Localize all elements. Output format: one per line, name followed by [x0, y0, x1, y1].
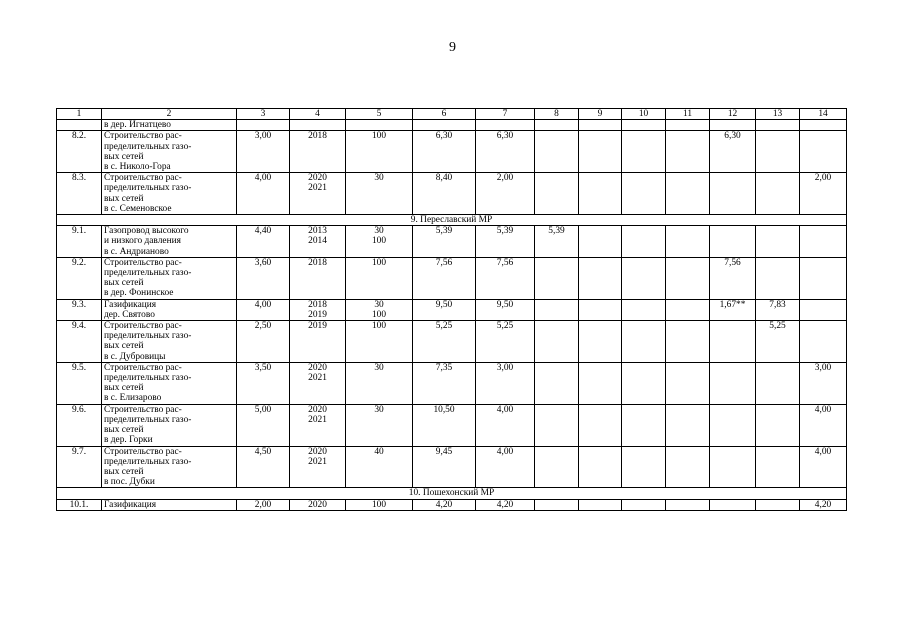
cell-13: [756, 131, 800, 173]
cell-year: 2013 2014: [290, 226, 346, 258]
header-cell: 6: [413, 109, 476, 120]
cell-remaining: 4,00: [476, 404, 535, 446]
cell-11: [666, 404, 710, 446]
cell-remaining: 4,20: [476, 499, 535, 510]
table-cell: [579, 120, 622, 131]
object-name: Газопровод высокого и низкого давления в с. Андрианово: [102, 226, 237, 258]
object-code: 9.7.: [57, 446, 102, 488]
table-row: [57, 299, 847, 320]
section-row: [57, 215, 847, 226]
cell-13: [756, 446, 800, 488]
cell-13: [756, 257, 800, 299]
cell-13: 7,83: [756, 299, 800, 320]
table-row: [57, 446, 847, 488]
table-row: [57, 131, 847, 173]
cell-11: [666, 499, 710, 510]
cell-8: [535, 404, 579, 446]
header-cell: 3: [237, 109, 290, 120]
cell-3: 2,50: [237, 321, 290, 363]
cell-cost: 4,20: [413, 499, 476, 510]
table-cell: [476, 120, 535, 131]
cell-3: 4,40: [237, 226, 290, 258]
cell-14: 4,20: [800, 499, 847, 510]
cell-year: 2020: [290, 499, 346, 510]
table-cell: [346, 120, 413, 131]
cell-readiness: 30: [346, 362, 413, 404]
object-code: 8.3.: [57, 173, 102, 215]
cell-13: [756, 499, 800, 510]
header-row: [57, 109, 847, 120]
cell-remaining: 3,00: [476, 362, 535, 404]
cell-3: 3,00: [237, 131, 290, 173]
cell-readiness: 100: [346, 257, 413, 299]
cell-year: 2020 2021: [290, 362, 346, 404]
object-name: Газификация дер. Святово: [102, 299, 237, 320]
table-row: [57, 321, 847, 363]
cell-14: [800, 131, 847, 173]
cell-8: [535, 257, 579, 299]
cell-13: [756, 362, 800, 404]
object-code: 9.4.: [57, 321, 102, 363]
cell-3: 2,00: [237, 499, 290, 510]
cell-cost: 9,45: [413, 446, 476, 488]
header-cell: 4: [290, 109, 346, 120]
cell-9: [579, 257, 622, 299]
header-cell: 13: [756, 109, 800, 120]
cell-12: [710, 446, 756, 488]
object-code: 9.2.: [57, 257, 102, 299]
cell-readiness: 30: [346, 404, 413, 446]
cell-9: [579, 173, 622, 215]
cell-readiness: 100: [346, 499, 413, 510]
cell-9: [579, 362, 622, 404]
header-cell: 10: [622, 109, 666, 120]
header-cell: 8: [535, 109, 579, 120]
table-cell: [756, 120, 800, 131]
object-name: Строительство рас- пределительных газо- вых сетей в с. Елизарово: [102, 362, 237, 404]
cell-9: [579, 226, 622, 258]
table-cell: [666, 120, 710, 131]
header-cell: 11: [666, 109, 710, 120]
table-cell: [710, 120, 756, 131]
cell-12: 1,67**: [710, 299, 756, 320]
cell-remaining: 2,00: [476, 173, 535, 215]
page-number: 9: [449, 40, 456, 55]
cell-9: [579, 446, 622, 488]
cell-remaining: 6,30: [476, 131, 535, 173]
object-name: Газификация: [102, 499, 237, 510]
cell-14: [800, 299, 847, 320]
object-code: 9.5.: [57, 362, 102, 404]
cell-11: [666, 257, 710, 299]
cell-10: [622, 226, 666, 258]
cell-8: 5,39: [535, 226, 579, 258]
cell-10: [622, 404, 666, 446]
table-cell: [413, 120, 476, 131]
cell-9: [579, 299, 622, 320]
cell-readiness: 100: [346, 321, 413, 363]
cell-12: [710, 173, 756, 215]
cell-readiness: 30 100: [346, 226, 413, 258]
cell-3: 4,00: [237, 299, 290, 320]
cell-12: 7,56: [710, 257, 756, 299]
cell-14: 4,00: [800, 404, 847, 446]
cell-12: [710, 404, 756, 446]
cell-cost: 6,30: [413, 131, 476, 173]
cell-9: [579, 321, 622, 363]
header-cell: 2: [102, 109, 237, 120]
cell-8: [535, 321, 579, 363]
cell-3: 5,00: [237, 404, 290, 446]
cell-11: [666, 226, 710, 258]
cell-remaining: 5,39: [476, 226, 535, 258]
object-name: Строительство рас- пределительных газо- вых сетей в с. Николо-Гора: [102, 131, 237, 173]
cell-13: [756, 173, 800, 215]
cell-10: [622, 299, 666, 320]
cell-readiness: 30: [346, 173, 413, 215]
cell-13: [756, 226, 800, 258]
header-cell: 12: [710, 109, 756, 120]
table-row: [57, 226, 847, 258]
cell-14: [800, 321, 847, 363]
cell-11: [666, 446, 710, 488]
cell-cost: 8,40: [413, 173, 476, 215]
cell-8: [535, 446, 579, 488]
cell-year: 2020 2021: [290, 446, 346, 488]
section-title: 10. Пошехонский МР: [57, 488, 847, 499]
header-cell: 14: [800, 109, 847, 120]
cell-year: 2018 2019: [290, 299, 346, 320]
cell-year: 2018: [290, 131, 346, 173]
object-code: 10.1.: [57, 499, 102, 510]
cell-12: 6,30: [710, 131, 756, 173]
group-10-rows: [57, 499, 847, 510]
cell-13: 5,25: [756, 321, 800, 363]
cell-readiness: 30 100: [346, 299, 413, 320]
cell-3: 3,50: [237, 362, 290, 404]
cell-11: [666, 299, 710, 320]
object-name: Строительство рас- пределительных газо- вых сетей в пос. Дубки: [102, 446, 237, 488]
table-cell: [800, 120, 847, 131]
table-cell: [622, 120, 666, 131]
cell-10: [622, 362, 666, 404]
header-cell: 1: [57, 109, 102, 120]
cell-9: [579, 404, 622, 446]
cell-remaining: 9,50: [476, 299, 535, 320]
cell-year: 2018: [290, 257, 346, 299]
cell-12: [710, 321, 756, 363]
group-8-rows: [57, 131, 847, 215]
cell-12: [710, 362, 756, 404]
object-code: 9.3.: [57, 299, 102, 320]
cell-remaining: 7,56: [476, 257, 535, 299]
cell-14: [800, 257, 847, 299]
cell-remaining: 4,00: [476, 446, 535, 488]
cell-14: [800, 226, 847, 258]
object-name: Строительство рас- пределительных газо- вых сетей в с. Семеновское: [102, 173, 237, 215]
cell-cost: 7,56: [413, 257, 476, 299]
cell-11: [666, 173, 710, 215]
cell-10: [622, 173, 666, 215]
cell-year: 2020 2021: [290, 173, 346, 215]
cell-cost: 9,50: [413, 299, 476, 320]
cell-year: 2019: [290, 321, 346, 363]
table-cell: [237, 120, 290, 131]
cell-cost: 10,50: [413, 404, 476, 446]
cell-12: [710, 499, 756, 510]
cell-9: [579, 131, 622, 173]
cell-3: 4,50: [237, 446, 290, 488]
section-row: [57, 488, 847, 499]
header-cell: 5: [346, 109, 413, 120]
cell-8: [535, 299, 579, 320]
object-code: 8.2.: [57, 131, 102, 173]
cell-10: [622, 131, 666, 173]
table-row: [57, 404, 847, 446]
cell-12: [710, 226, 756, 258]
cell-9: [579, 499, 622, 510]
table-cell: [535, 120, 579, 131]
table-row: [57, 257, 847, 299]
cell-cost: 7,35: [413, 362, 476, 404]
cell-cost: 5,39: [413, 226, 476, 258]
table-row: [57, 499, 847, 510]
cell-8: [535, 499, 579, 510]
object-name: Строительство рас- пределительных газо- вых сетей в дер. Горки: [102, 404, 237, 446]
table-cell: [57, 120, 102, 131]
cell-14: 2,00: [800, 173, 847, 215]
cell-10: [622, 446, 666, 488]
cell-10: [622, 499, 666, 510]
cell-year: 2020 2021: [290, 404, 346, 446]
object-code: 9.6.: [57, 404, 102, 446]
header-cell: 7: [476, 109, 535, 120]
cell-10: [622, 257, 666, 299]
cell-readiness: 100: [346, 131, 413, 173]
object-name: в дер. Игнатцево: [102, 120, 237, 131]
table-cell: [290, 120, 346, 131]
cell-3: 4,00: [237, 173, 290, 215]
cell-14: 4,00: [800, 446, 847, 488]
cell-10: [622, 321, 666, 363]
object-code: 9.1.: [57, 226, 102, 258]
cell-11: [666, 131, 710, 173]
group-9-rows: [57, 226, 847, 488]
cell-8: [535, 173, 579, 215]
continuation-row: [57, 120, 847, 131]
cell-11: [666, 321, 710, 363]
cell-cost: 5,25: [413, 321, 476, 363]
cell-8: [535, 131, 579, 173]
cell-readiness: 40: [346, 446, 413, 488]
table-row: [57, 362, 847, 404]
table-row: [57, 173, 847, 215]
object-name: Строительство рас- пределительных газо- вых сетей в дер. Фонинское: [102, 257, 237, 299]
cell-11: [666, 362, 710, 404]
cell-8: [535, 362, 579, 404]
cell-remaining: 5,25: [476, 321, 535, 363]
object-name: Строительство рас- пределительных газо- вых сетей в с. Дубровицы: [102, 321, 237, 363]
section-title: 9. Переславский МР: [57, 215, 847, 226]
cell-14: 3,00: [800, 362, 847, 404]
gasification-table: [56, 108, 847, 511]
cell-3: 3,60: [237, 257, 290, 299]
header-cell: 9: [579, 109, 622, 120]
cell-13: [756, 404, 800, 446]
